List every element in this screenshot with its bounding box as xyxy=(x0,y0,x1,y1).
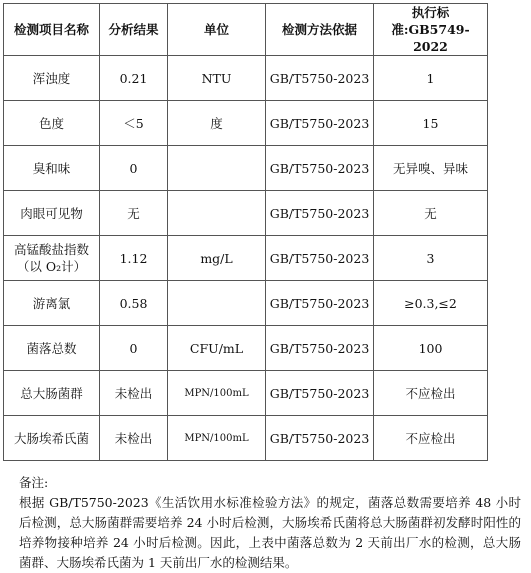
cell-item: 臭和味 xyxy=(4,146,100,191)
cell-method: GB/T5750-2023 xyxy=(266,56,374,101)
cell-standard: ≥0.3,≤2 xyxy=(374,281,488,326)
water-quality-table xyxy=(3,3,488,461)
cell-item: 浑浊度 xyxy=(4,56,100,101)
cell-unit: MPN/100mL xyxy=(168,416,266,461)
table-row xyxy=(4,101,488,146)
cell-item: 高锰酸盐指数 （以 O₂计） xyxy=(4,236,100,281)
cell-result: 0 xyxy=(100,326,168,371)
cell-item: 游离氯 xyxy=(4,281,100,326)
header-unit: 单位 xyxy=(168,4,266,56)
notes-section xyxy=(19,473,521,573)
cell-unit xyxy=(168,146,266,191)
cell-standard: 无异嗅、异味 xyxy=(374,146,488,191)
cell-result: 0 xyxy=(100,146,168,191)
cell-method: GB/T5750-2023 xyxy=(266,101,374,146)
cell-unit: CFU/mL xyxy=(168,326,266,371)
cell-item: 大肠埃希氏菌 xyxy=(4,416,100,461)
cell-item: 总大肠菌群 xyxy=(4,371,100,416)
header-result: 分析结果 xyxy=(100,4,168,56)
cell-standard: 不应检出 xyxy=(374,416,488,461)
cell-unit: mg/L xyxy=(168,236,266,281)
cell-item: 肉眼可见物 xyxy=(4,191,100,236)
cell-standard: 1 xyxy=(374,56,488,101)
table-header-row xyxy=(4,4,488,56)
cell-method: GB/T5750-2023 xyxy=(266,371,374,416)
cell-unit xyxy=(168,281,266,326)
notes-body: 根据 GB/T5750-2023《生活饮用水标准检验方法》的规定，菌落总数需要培养 48 小时后检测，总大肠菌群需要培养 24 小时后检测，大肠埃希氏菌将总大肠菌群初发酵时阳性的培养物接种培养 24 小时后检测。因此，上表中菌落总数为 2 天前出厂水的检测，总大肠菌群、大肠埃希氏菌为 1 天前出厂水的检测结果。 xyxy=(19,495,521,570)
header-method: 检测方法依据 xyxy=(266,4,374,56)
cell-item: 色度 xyxy=(4,101,100,146)
cell-method: GB/T5750-2023 xyxy=(266,326,374,371)
table-row xyxy=(4,281,488,326)
cell-unit: NTU xyxy=(168,56,266,101)
table-row xyxy=(4,326,488,371)
table-row xyxy=(4,371,488,416)
cell-method: GB/T5750-2023 xyxy=(266,191,374,236)
cell-result: 0.58 xyxy=(100,281,168,326)
cell-standard: 15 xyxy=(374,101,488,146)
header-standard: 执行标 准:GB5749-2022 xyxy=(374,4,488,56)
cell-method: GB/T5750-2023 xyxy=(266,146,374,191)
notes-title: 备注: xyxy=(19,475,49,490)
cell-method: GB/T5750-2023 xyxy=(266,416,374,461)
cell-standard: 3 xyxy=(374,236,488,281)
cell-method: GB/T5750-2023 xyxy=(266,236,374,281)
cell-item: 菌落总数 xyxy=(4,326,100,371)
cell-standard: 无 xyxy=(374,191,488,236)
cell-unit: 度 xyxy=(168,101,266,146)
cell-standard: 100 xyxy=(374,326,488,371)
cell-result: 1.12 xyxy=(100,236,168,281)
cell-result: 未检出 xyxy=(100,371,168,416)
table-row xyxy=(4,191,488,236)
cell-unit: MPN/100mL xyxy=(168,371,266,416)
cell-unit xyxy=(168,191,266,236)
table-row xyxy=(4,236,488,281)
table-row xyxy=(4,56,488,101)
cell-result: 无 xyxy=(100,191,168,236)
cell-method: GB/T5750-2023 xyxy=(266,281,374,326)
header-item-name: 检测项目名称 xyxy=(4,4,100,56)
cell-result: 0.21 xyxy=(100,56,168,101)
cell-result: 未检出 xyxy=(100,416,168,461)
cell-standard: 不应检出 xyxy=(374,371,488,416)
cell-result: ＜5 xyxy=(100,101,168,146)
table-row xyxy=(4,146,488,191)
table-row xyxy=(4,416,488,461)
